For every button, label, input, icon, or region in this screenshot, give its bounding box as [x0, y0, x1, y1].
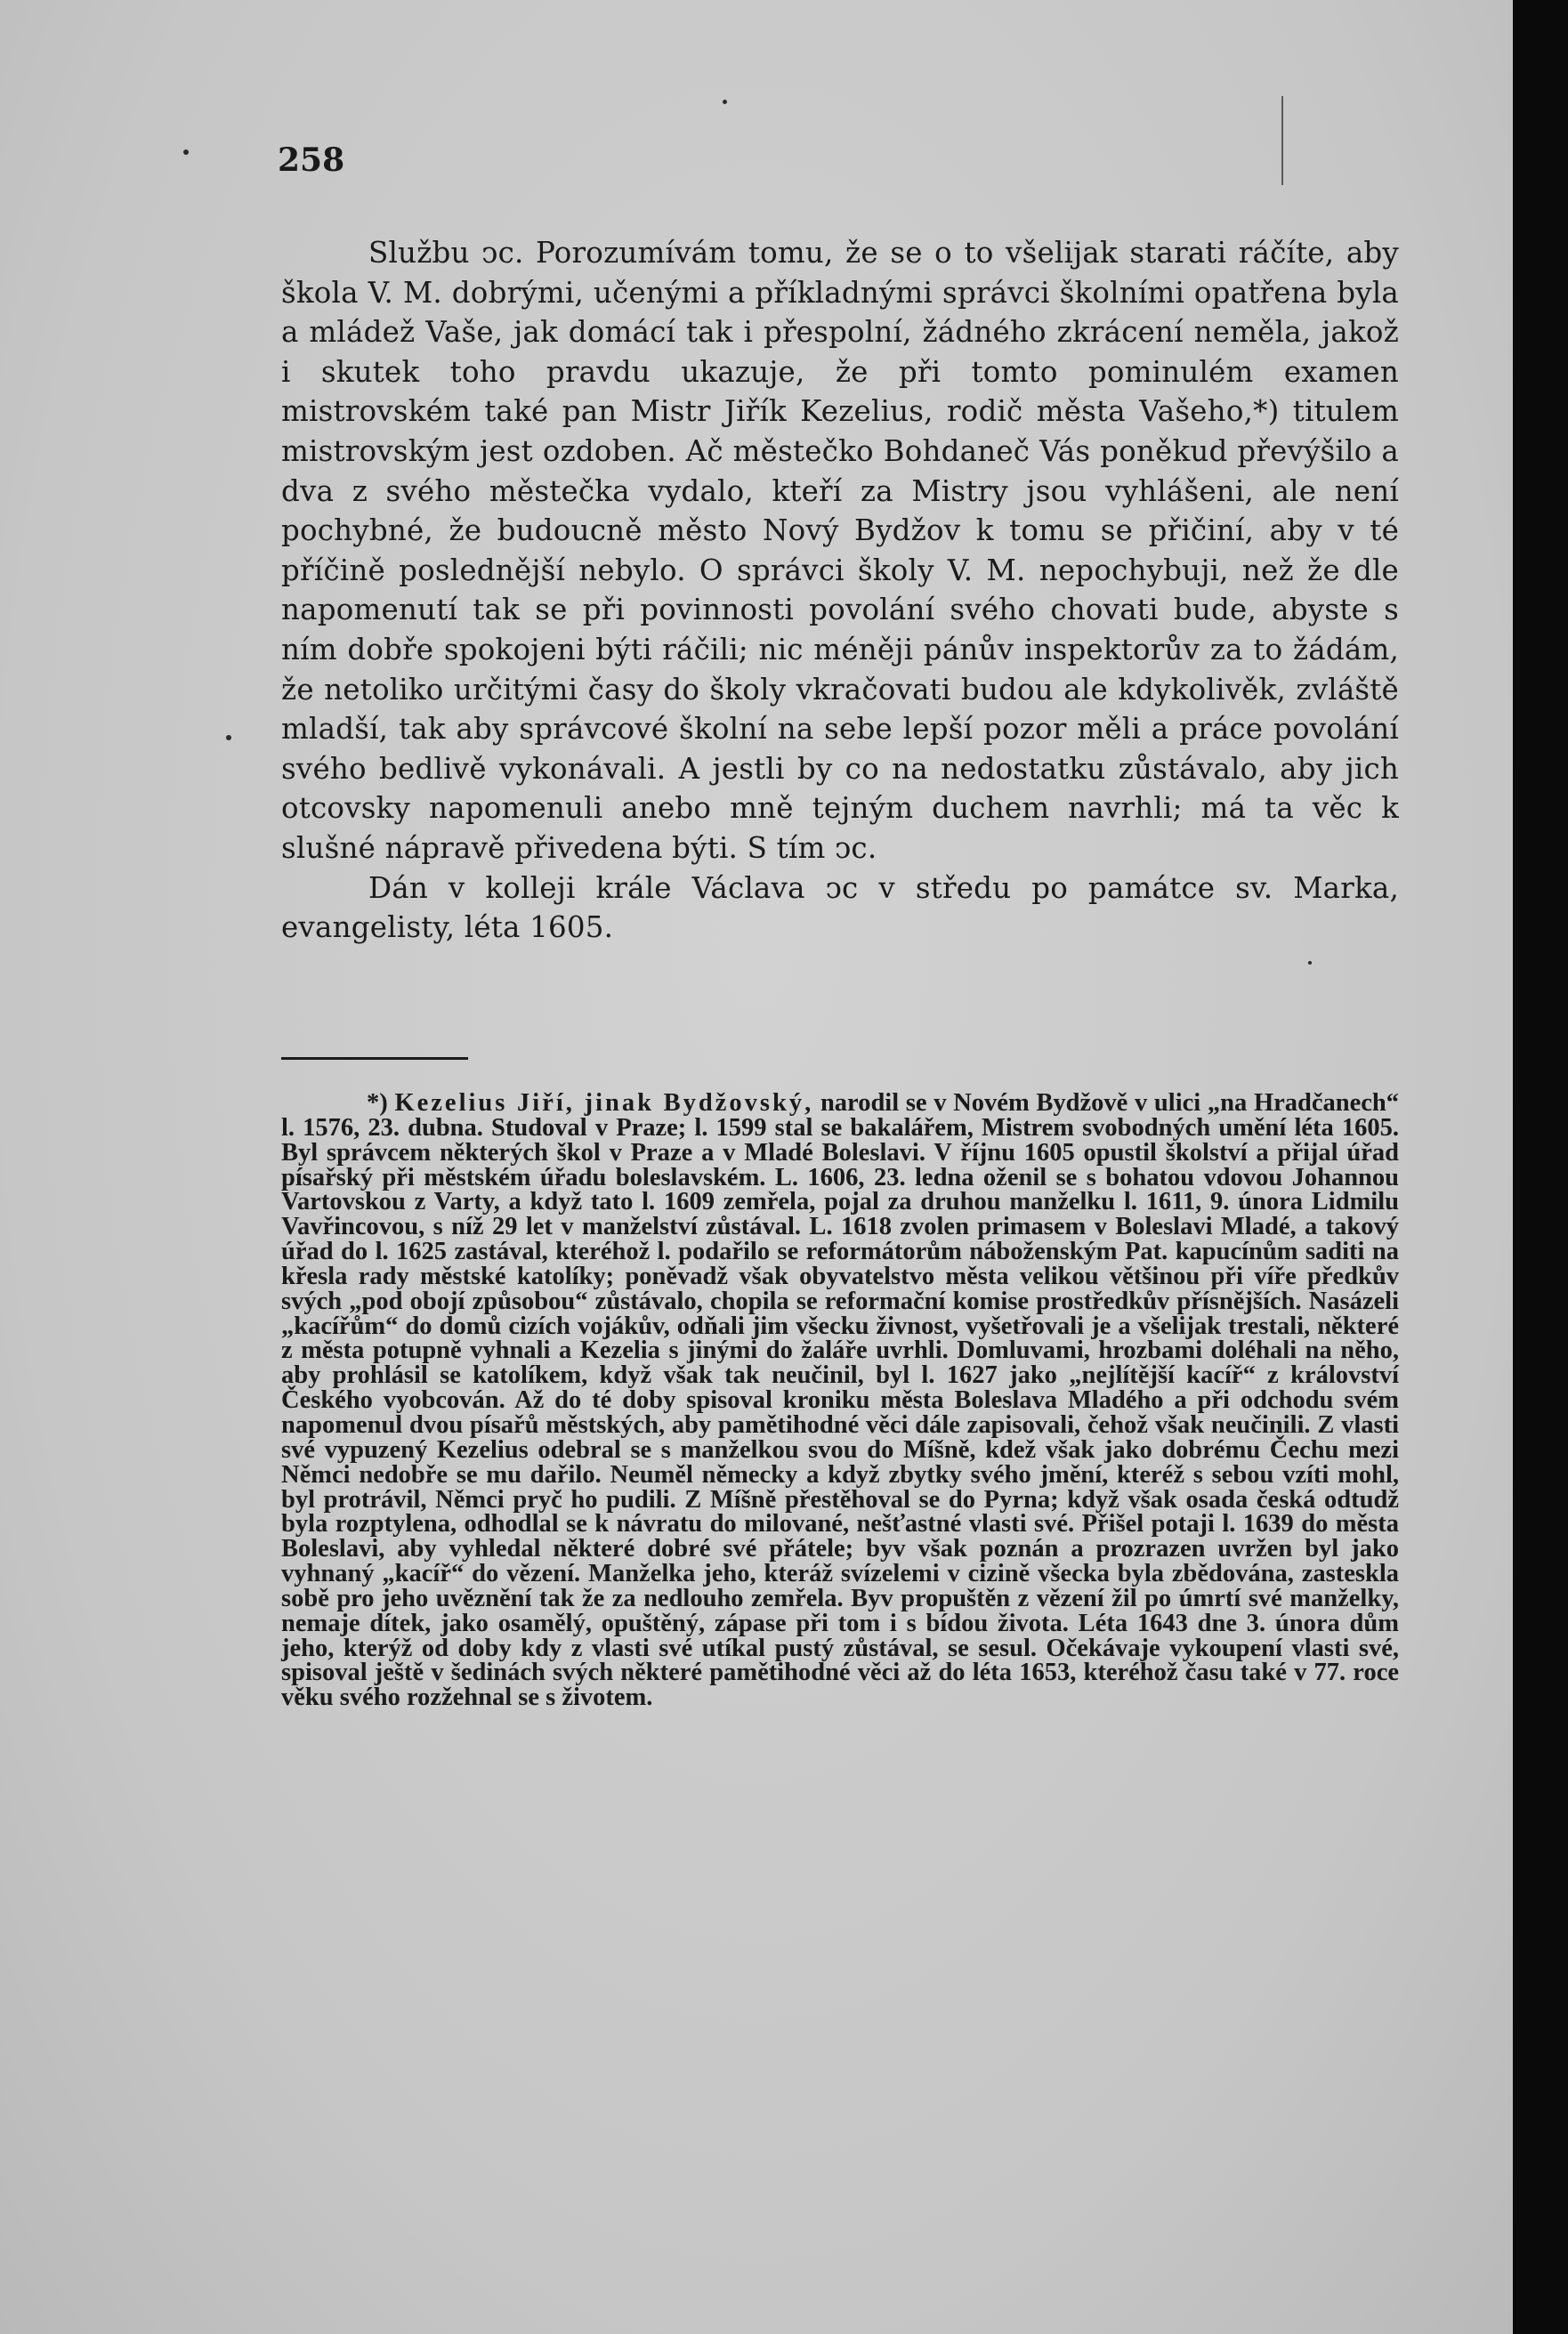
paragraph-letter: Službu ↄc. Porozumívám tomu, že se o to všelijak starati ráčíte, aby škola V. M. dobrými, učenými a příkladnými správci školními opatřena byla a mládež Vaše, jak domácí tak i přespolní, žádného zkrácení neměla, jakož i skutek toho pravdu ukazuje, že při tomto pominulém examen mistrovském také pan Mistr Jiřík Kezelius, rodič města Vašeho,*) titulem mistrovským jest ozdoben. Ač městečko Bohdaneč Vás poněkud převýšilo a dva z svého městečka vydalo, kteří za Mistry jsou vyhlášeni, ale není pochybné, že budoucně město Nový Bydžov k tomu se přičiní, aby v té příčině poslednější nebylo. O správci školy V. M. nepochybuji, než že dle napomenutí tak se při povinnosti povolání svého chovati bude, abyste s ním dobře spokojeni býti ráčili; nic méněji pánův inspektorův za to žádám, že netoliko určitými časy do školy vkračovati budou ale kdykolivěk, zvláště mladší, tak aby správcové školní na sebe lepší pozor měli a práce povolání svého bedlivě vykonávali. A jestli by co na nedostatku zůstávalo, aby jich otcovsky napomenuli anebo mně tejným duchem navrhli; má ta věc k slušné nápravě přivedena býti. S tím ↄc. [281, 236, 1399, 865]
footnote-name: Kezelius Jiří, jinak Bydžovský, [394, 1089, 814, 1117]
margin-mark [1281, 96, 1283, 185]
footnote-text: narodil se v Novém Bydžově v ulici „na Hradčanech“ l. 1576, 23. dubna. Studoval v Praze; l. 1599 stal se bakalářem, Mistrem svobodných umění léta 1605. Byl správcem některých škol v Praze a v Mladé Boleslavi. V říjnu 1605 opustil školství a přijal úřad písařský při městském úřadu boleslavském. L. 1606, 23. ledna oženil se s bohatou vdovou Johannou Vartovskou z Varty, a když tato l. 1609 zemřela, pojal za druhou manželku l. 1611, 9. února Lidmilu Vavřincovou, s níž 29 let v manželství zůstával. L. 1618 zvolen primasem v Boleslavi Mladé, a takový úřad do l. 1625 zastával, kteréhož l. podařilo se reformátorům náboženským Pat. kapucínům saditi na křesla rady městské katolíky; poněvadž však obyvatelstvo města velikou většinou při víře předkův svých „pod obojí způsobou“ zůstávalo, chopila se reformační komise prostředkův přísnějších. Nasázeli „kacířům“ do domů cizích vojákův, odňali jim všecku živnost, vyšetřovali je a všelijak trestali, některé z města potupně vyhnali a Kezelia s jinými do žaláře uvrhli. Domluvami, hrozbami doléhali na něho, aby prohlásil se katolíkem, když však tak neučinil, byl l. 1627 jako „nejlítější kacíř“ z království Českého vyobcován. Až do té doby spisoval kroniku města Boleslava Mladého a při odchodu svém napomenul dvou písařů městských, aby pamětihodné věci dále zapisovali, čehož však neučinili. Z vlasti své vypuzený Kezelius odebral se s manželkou svou do Míšně, kdež však jako dobrému Čechu mezi Němci nedobře se mu dařilo. Neuměl německy a když zbytky svého jmění, kteréž s sebou vzíti mohl, byl protrávil, Němci pryč ho pudili. Z Míšně přestěhoval se do Pyrna; když však osada česká odtudž byla rozptylena, odhodlal se k návratu do milované, nešťastné vlasti své. Přišel potaji l. 1639 do města Boleslavi, aby vyhledal některé dobré své přátele; byv však poznán a prozrazen uvržen byl jako vyhnaný „kacíř“ do vězení. Manželka jeho, kteráž svízelemi v cizině všecka byla zbědována, zastesklа sobě pro jeho uvěznění tak že za nedlouho zemřela. Byv propuštěn z vězení žil po úmrtí své manželky, nemaje dítek, jako osamělý, opuštěný, zápase při tom i s bídou života. Léta 1643 dne 3. února dům jeho, kterýž od doby kdy z vlasti své utíkal pustý zůstával, se sesul. Očekávaje vykoupení vlasti své, spisoval ještě v šedinách svých některé pamětihodné věci až do léta 1653, kteréhož času také v 77. roce věku svého rozžehnal se s životem. [281, 1089, 1400, 1712]
speck [183, 149, 189, 155]
main-text [281, 233, 1399, 948]
page-number: 258 [278, 141, 345, 179]
speck [723, 100, 727, 104]
scan-border [1513, 0, 1568, 2334]
footnote-divider [281, 1057, 468, 1060]
paragraph-closing: Dán v kolleji krále Václava ↄc v středu po památce sv. Marka, evangelisty, léta 1605. [281, 870, 1399, 945]
speck [226, 735, 231, 740]
footnote [281, 1091, 1399, 1710]
speck [1308, 961, 1312, 965]
footnote-marker: *) [367, 1089, 388, 1117]
